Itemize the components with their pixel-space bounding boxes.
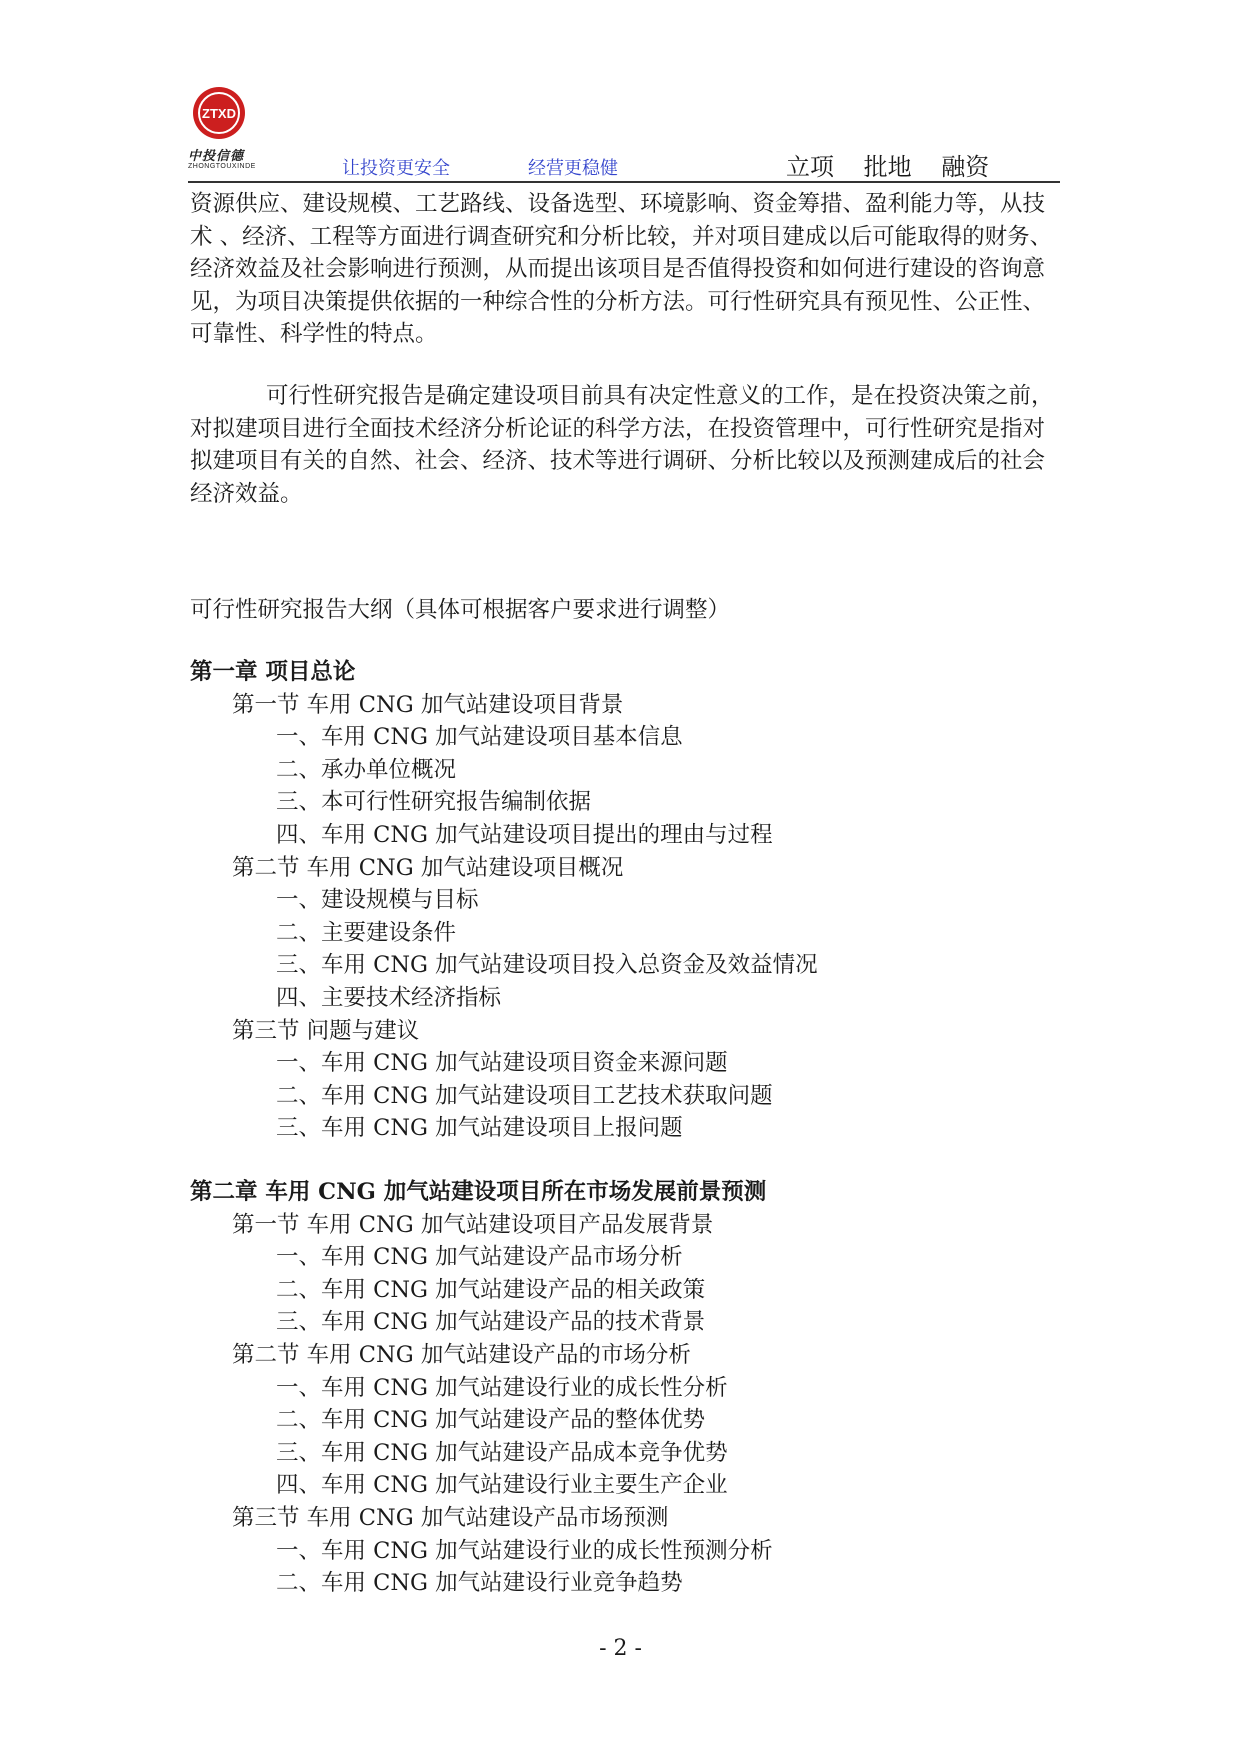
toc-item: 一、车用 CNG 加气站建设行业的成长性预测分析 [276,1537,773,1564]
page-header [188,85,1060,181]
toc-item: 四、车用 CNG 加气站建设行业主要生产企业 [276,1472,728,1499]
svg-text:ZTXD: ZTXD [202,106,236,121]
intro-paragraph-2: 可行性研究报告是确定建设项目前具有决定性意义的工作，是在投资决策之前，对拟建项目进行全面技术经济分析论证的科学方法，在投资管理中，可行性研究是指对拟建项目有关的自然、社会、经济、技术等进行调研、分析比较以及预测建成后的社会经济效益。 [190,383,1054,507]
toc-item: 二、车用 CNG 加气站建设行业竞争趋势 [276,1570,683,1597]
toc-item: 三、车用 CNG 加气站建设产品的技术背景 [276,1309,706,1336]
service-land: 批地 [863,153,912,181]
slogan-stability: 经营更稳健 [528,158,618,179]
toc-item: 二、车用 CNG 加气站建设产品的整体优势 [276,1407,706,1434]
slogan-safety: 让投资更安全 [342,158,450,179]
logo-chinese-name: 中投信德 [188,149,245,164]
services-list [786,147,1011,182]
toc-item: 三、车用 CNG 加气站建设项目上报问题 [276,1115,683,1142]
page-number: - 2 - [599,1636,642,1661]
toc-chapter-1 [190,656,1090,1145]
toc-chapter: 第二章 车用 CNG 加气站建设项目所在市场发展前景预测 [190,1179,767,1205]
logo-emblem-icon [191,85,247,141]
toc-item: 二、车用 CNG 加气站建设项目工艺技术获取问题 [276,1082,773,1109]
toc-item: 一、车用 CNG 加气站建设项目资金来源问题 [276,1050,728,1077]
toc-item: 二、主要建设条件 [276,919,457,946]
toc-item: 二、车用 CNG 加气站建设产品的相关政策 [276,1276,706,1303]
toc-item: 三、车用 CNG 加气站建设产品成本竞争优势 [276,1439,728,1466]
toc-chapter: 第一章 项目总论 [190,659,356,685]
logo-english-name: ZHONGTOUXINDE [188,163,256,170]
toc-item: 三、车用 CNG 加气站建设项目投入总资金及效益情况 [276,952,818,979]
toc-item: 二、承办单位概况 [276,756,457,783]
toc-chapter-2 [190,1176,1090,1600]
company-logo [188,85,256,175]
toc-item: 一、建设规模与目标 [276,887,479,914]
toc-section: 第三节 车用 CNG 加气站建设产品市场预测 [232,1504,669,1531]
toc-item: 四、车用 CNG 加气站建设项目提出的理由与过程 [276,821,773,848]
toc-item: 一、车用 CNG 加气站建设产品市场分析 [276,1244,683,1271]
toc-section: 第二节 车用 CNG 加气站建设项目概况 [232,854,624,881]
service-financing: 融资 [941,153,990,181]
toc-section: 第二节 车用 CNG 加气站建设产品的市场分析 [232,1341,691,1368]
service-approval: 立项 [786,153,834,181]
toc-item: 三、本可行性研究报告编制依据 [276,789,592,816]
toc-section: 第一节 车用 CNG 加气站建设项目产品发展背景 [232,1211,714,1238]
intro-paragraph-1: 资源供应、建设规模、工艺路线、设备选型、环境影响、资金筹措、盈利能力等，从技术 、经济、工程等方面进行调查研究和分析比较，并对项目建成以后可能取得的财务、经济效益及社会影响进行预测，从而提出该项目是否值得投资和如何进行建设的咨询意见，为项目决策提供依据的一种综合性的分析方法。可行性研究具有预见性、公正性、可靠性、科学性的特点。 [190,191,1053,347]
toc-item: 四、主要技术经济指标 [276,984,502,1011]
toc-item: 一、车用 CNG 加气站建设项目基本信息 [276,724,683,751]
toc-section: 第三节 问题与建议 [232,1017,420,1044]
outline-title: 可行性研究报告大纲（具体可根据客户要求进行调整） [190,597,731,623]
toc-item: 一、车用 CNG 加气站建设行业的成长性分析 [276,1374,728,1401]
toc-section: 第一节 车用 CNG 加气站建设项目背景 [232,691,624,718]
header-divider [188,181,1060,183]
